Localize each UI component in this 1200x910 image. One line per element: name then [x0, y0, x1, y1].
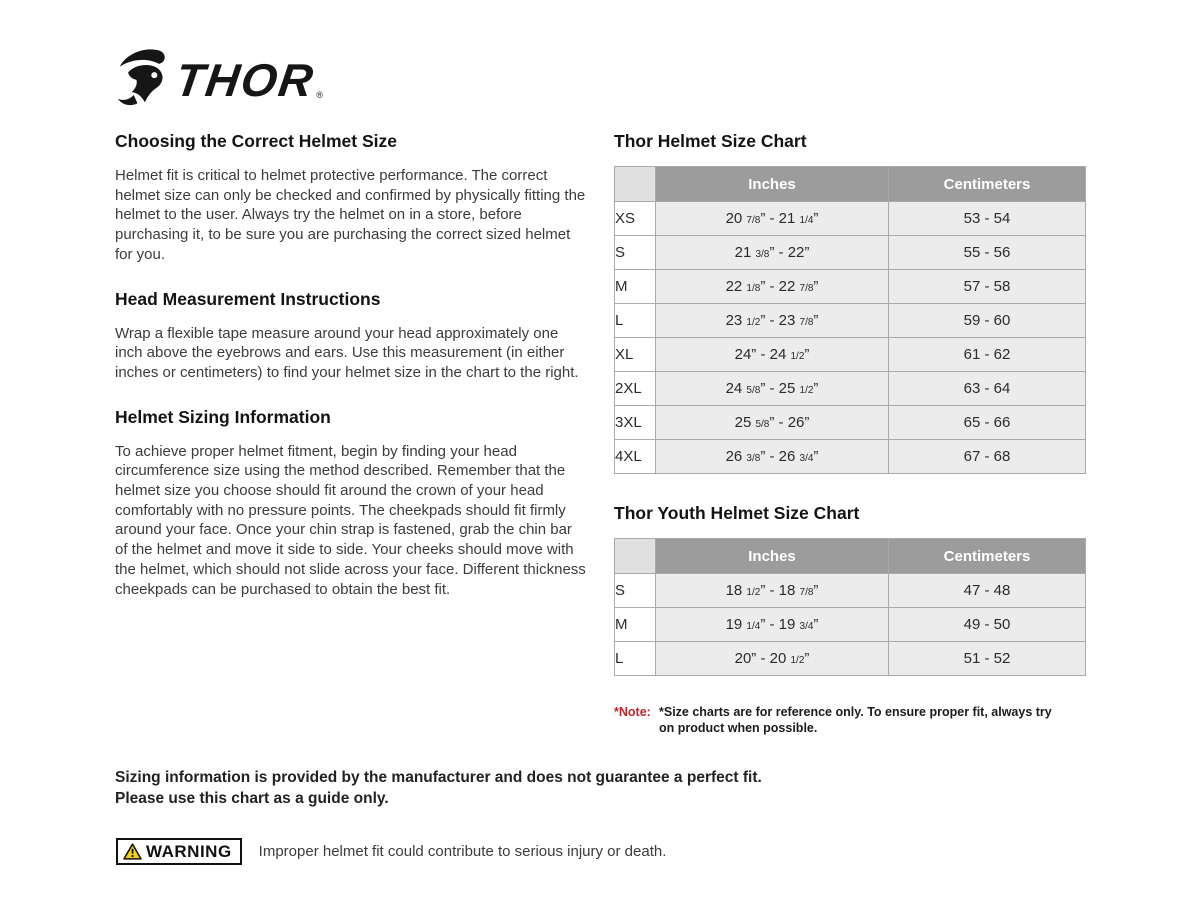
section-sizing-information	[115, 406, 587, 600]
adult-size-table	[614, 166, 1086, 474]
size-label-cell: 4XL	[615, 440, 656, 474]
corner-cell	[615, 167, 656, 202]
inches-cell: 18 1/2” - 18 7/8”	[656, 574, 889, 608]
centimeters-cell: 63 - 64	[889, 372, 1086, 406]
thor-goat-icon	[114, 47, 174, 107]
brand-wordmark: THOR	[172, 54, 318, 106]
size-label-cell: S	[615, 236, 656, 270]
note-text: *Size charts are for reference only. To ensure proper fit, always try on product when possible.	[659, 705, 1052, 735]
inches-cell: 25 5/8” - 26”	[656, 406, 889, 440]
size-label-cell: M	[615, 270, 656, 304]
adult-chart-title: Thor Helmet Size Chart	[614, 131, 807, 151]
inches-cell: 21 3/8” - 22”	[656, 236, 889, 270]
size-label-cell: L	[615, 304, 656, 338]
size-row	[615, 406, 1086, 440]
thor-logo	[114, 46, 323, 108]
corner-cell	[615, 539, 656, 574]
column-header: Centimeters	[889, 539, 1086, 574]
column-header: Inches	[656, 539, 889, 574]
section-heading: Helmet Sizing Information	[115, 406, 331, 427]
note-label: *Note:	[614, 705, 651, 719]
size-row	[615, 338, 1086, 372]
youth-chart-title: Thor Youth Helmet Size Chart	[614, 503, 860, 523]
size-row	[615, 372, 1086, 406]
centimeters-cell: 47 - 48	[889, 574, 1086, 608]
disclaimer-line: Sizing information is provided by the manufacturer and does not guarantee a perfect fit.	[115, 769, 762, 786]
centimeters-cell: 57 - 58	[889, 270, 1086, 304]
inches-cell: 20” - 20 1/2”	[656, 642, 889, 676]
centimeters-cell: 61 - 62	[889, 338, 1086, 372]
inches-cell: 19 1/4” - 19 3/4”	[656, 608, 889, 642]
size-label-cell: 2XL	[615, 372, 656, 406]
section-body: Wrap a flexible tape measure around your head approximately one inch above the eyebrows and ears. Use this measurement (in either inches or centimeters) to find your helmet size in the chart to the right.	[115, 324, 579, 381]
inches-cell: 26 3/8” - 26 3/4”	[656, 440, 889, 474]
warning-badge	[116, 838, 242, 865]
manufacturer-disclaimer	[115, 767, 762, 809]
info-column	[115, 130, 587, 622]
reference-note	[614, 704, 1085, 736]
section-heading: Choosing the Correct Helmet Size	[115, 131, 397, 151]
charts-column	[614, 130, 1085, 736]
disclaimer-line: Please use this chart as a guide only.	[115, 790, 389, 807]
size-label-cell: M	[615, 608, 656, 642]
table-header-row	[615, 167, 1086, 202]
size-row	[615, 236, 1086, 270]
section-heading: Head Measurement Instructions	[115, 288, 381, 309]
centimeters-cell: 59 - 60	[889, 304, 1086, 338]
section-head-measurement	[115, 288, 587, 383]
size-row	[615, 574, 1086, 608]
safety-warning	[116, 838, 666, 865]
size-row	[615, 642, 1086, 676]
section-body: Helmet fit is critical to helmet protective performance. The correct helmet size can only be checked and confirmed by physically fitting the helmet to the user. Always try the helmet on in a store, before purchasing it, to be sure you are purchasing the correct sized helmet for you.	[115, 167, 586, 263]
centimeters-cell: 67 - 68	[889, 440, 1086, 474]
inches-cell: 23 1/2” - 23 7/8”	[656, 304, 889, 338]
warning-text: Improper helmet fit could contribute to serious injury or death.	[258, 843, 667, 860]
centimeters-cell: 53 - 54	[889, 202, 1086, 236]
column-header: Inches	[656, 167, 889, 202]
size-row	[615, 202, 1086, 236]
inches-cell: 20 7/8” - 21 1/4”	[656, 202, 889, 236]
table-header-row	[615, 539, 1086, 574]
section-body: To achieve proper helmet fitment, begin by finding your head circumference size using the method described. Remember that the helmet size you choose should fit around the crown of your head comfortably with no pressure points. The cheekpads should fit firmly around your face. Once your chin strap is fastened, grab the chin bar of the helmet and move it side to side. Your cheeks should move with the helmet, which should not slide across your face. Different thickness cheekpads can be purchased to obtain the best fit.	[115, 442, 586, 598]
centimeters-cell: 65 - 66	[889, 406, 1086, 440]
warning-triangle-icon	[123, 843, 146, 860]
size-row	[615, 270, 1086, 304]
warning-label: WARNING	[146, 842, 232, 861]
size-label-cell: XL	[615, 338, 656, 372]
column-header: Centimeters	[889, 167, 1086, 202]
size-label-cell: 3XL	[615, 406, 656, 440]
size-row	[615, 440, 1086, 474]
centimeters-cell: 51 - 52	[889, 642, 1086, 676]
centimeters-cell: 49 - 50	[889, 608, 1086, 642]
inches-cell: 24 5/8” - 25 1/2”	[656, 372, 889, 406]
section-choosing-size	[115, 130, 587, 265]
size-label-cell: XS	[615, 202, 656, 236]
centimeters-cell: 55 - 56	[889, 236, 1086, 270]
registered-mark: ®	[316, 90, 323, 100]
size-label-cell: S	[615, 574, 656, 608]
size-row	[615, 304, 1086, 338]
inches-cell: 22 1/8” - 22 7/8”	[656, 270, 889, 304]
size-row	[615, 608, 1086, 642]
size-label-cell: L	[615, 642, 656, 676]
youth-size-table	[614, 538, 1086, 676]
inches-cell: 24” - 24 1/2”	[656, 338, 889, 372]
